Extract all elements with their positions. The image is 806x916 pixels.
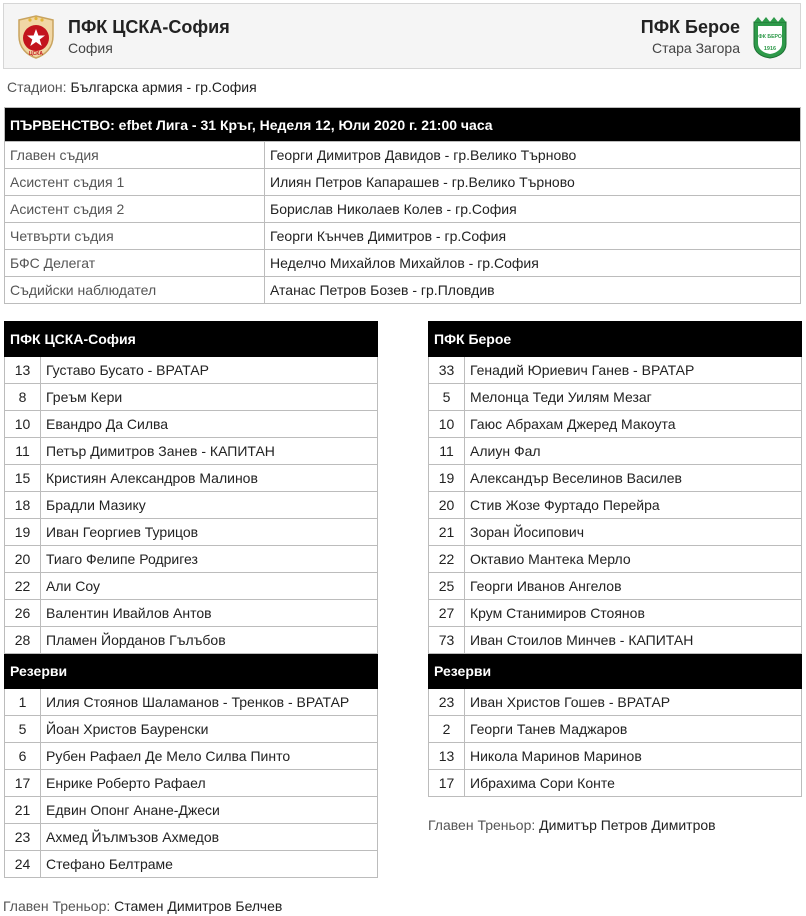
player-name: Иван Георгиев Турицов — [41, 519, 378, 546]
player-row — [429, 519, 802, 546]
player-row — [429, 627, 802, 654]
player-name: Иван Стоилов Минчев - КАПИТАН — [465, 627, 802, 654]
home-coach-name: Стамен Димитров Белчев — [114, 898, 283, 914]
official-name: Борислав Николаев Колев - гр.София — [265, 196, 801, 223]
player-number: 5 — [5, 716, 41, 743]
player-number: 25 — [429, 573, 465, 600]
home-coach-label: Главен Треньор: — [3, 898, 111, 914]
player-number: 23 — [5, 824, 41, 851]
player-number: 10 — [429, 411, 465, 438]
player-name: Петър Димитров Занев - КАПИТАН — [41, 438, 378, 465]
championship-label: ПЪРВЕНСТВО: — [10, 116, 115, 133]
player-number: 10 — [5, 411, 41, 438]
player-name: Ахмед Йълмъзов Ахмедов — [41, 824, 378, 851]
player-number: 20 — [429, 492, 465, 519]
player-number: 26 — [5, 600, 41, 627]
reserve-row — [429, 743, 802, 770]
player-row — [429, 573, 802, 600]
official-name: Атанас Петров Бозев - гр.Пловдив — [265, 277, 801, 304]
official-row — [5, 223, 801, 250]
player-row — [429, 600, 802, 627]
championship-row — [5, 108, 801, 142]
reserve-row — [429, 716, 802, 743]
official-name: Георги Димитров Давидов - гр.Велико Търново — [265, 142, 801, 169]
officials-table — [4, 107, 801, 304]
official-name: Неделчо Михайлов Михайлов - гр.София — [265, 250, 801, 277]
player-row — [5, 438, 378, 465]
player-number: 19 — [5, 519, 41, 546]
player-name: Густаво Бусато - ВРАТАР — [41, 357, 378, 384]
home-reserves-title: Резерви — [5, 654, 378, 689]
player-name: Стив Жозе Фуртадо Перейра — [465, 492, 802, 519]
player-number: 20 — [5, 546, 41, 573]
reserve-row — [5, 770, 378, 797]
player-number: 21 — [429, 519, 465, 546]
away-coach-line — [428, 817, 716, 833]
official-name: Илиян Петров Капарашев - гр.Велико Търново — [265, 169, 801, 196]
away-coach-label: Главен Треньор: — [428, 817, 536, 833]
official-role: Четвърти съдия — [5, 223, 265, 250]
away-coach-name: Димитър Петров Димитров — [539, 817, 716, 833]
player-number: 13 — [429, 743, 465, 770]
player-number: 33 — [429, 357, 465, 384]
cska-logo-text: ЦСКА — [29, 51, 43, 57]
player-name: Валентин Ивайлов Антов — [41, 600, 378, 627]
player-row — [5, 573, 378, 600]
player-number: 13 — [5, 357, 41, 384]
player-name: Енрике Роберто Рафаел — [41, 770, 378, 797]
player-row — [5, 465, 378, 492]
player-name: Гаюс Абрахам Джеред Макоута — [465, 411, 802, 438]
official-role: Съдийски наблюдател — [5, 277, 265, 304]
player-name: Георги Иванов Ангелов — [465, 573, 802, 600]
official-row — [5, 250, 801, 277]
player-name: Иван Христов Гошев - ВРАТАР — [465, 689, 802, 716]
lineup-header — [5, 322, 378, 357]
beroe-crest-icon — [750, 14, 790, 60]
player-number: 22 — [429, 546, 465, 573]
player-number: 2 — [429, 716, 465, 743]
official-row — [5, 277, 801, 304]
reserve-row — [5, 716, 378, 743]
player-number: 73 — [429, 627, 465, 654]
player-name: Зоран Йосипович — [465, 519, 802, 546]
reserve-row — [5, 851, 378, 878]
home-team-city: София — [68, 40, 113, 56]
player-row — [5, 384, 378, 411]
player-number: 27 — [429, 600, 465, 627]
stadium-line — [7, 79, 257, 95]
player-number: 1 — [5, 689, 41, 716]
away-team — [641, 14, 790, 60]
player-number: 11 — [5, 438, 41, 465]
player-name: Никола Маринов Маринов — [465, 743, 802, 770]
away-lineup-table — [428, 321, 802, 797]
player-number: 17 — [429, 770, 465, 797]
reserve-row — [5, 689, 378, 716]
player-row — [429, 384, 802, 411]
reserve-row — [5, 797, 378, 824]
away-reserves-title: Резерви — [429, 654, 802, 689]
player-name: Мелонца Теди Уилям Мезаг — [465, 384, 802, 411]
player-name: Стефано Белтраме — [41, 851, 378, 878]
away-team-name: ПФК Берое — [640, 17, 740, 37]
player-name: Евандро Да Силва — [41, 411, 378, 438]
official-role: Главен съдия — [5, 142, 265, 169]
player-row — [429, 546, 802, 573]
beroe-logo-year: 1916 — [763, 46, 777, 52]
player-name: Александър Веселинов Василев — [465, 465, 802, 492]
cska-crest-icon — [16, 14, 56, 60]
player-row — [429, 438, 802, 465]
official-row — [5, 196, 801, 223]
reserve-row — [5, 743, 378, 770]
official-row — [5, 169, 801, 196]
beroe-logo-text: ПФК БЕРОЕ — [754, 34, 786, 40]
player-number: 28 — [5, 627, 41, 654]
player-row — [429, 465, 802, 492]
player-row — [5, 627, 378, 654]
home-team-name: ПФК ЦСКА-София — [68, 17, 230, 37]
player-name: Йоан Христов Бауренски — [41, 716, 378, 743]
match-header — [3, 3, 801, 69]
stadium-label: Стадион: — [7, 79, 67, 95]
home-lineup-title: ПФК ЦСКА-София — [5, 322, 378, 357]
away-lineup-title: ПФК Берое — [429, 322, 802, 357]
player-number: 24 — [5, 851, 41, 878]
reserves-header — [5, 654, 378, 689]
player-number: 8 — [5, 384, 41, 411]
player-row — [429, 357, 802, 384]
player-name: Брадли Мазику — [41, 492, 378, 519]
official-role: БФС Делегат — [5, 250, 265, 277]
player-row — [5, 546, 378, 573]
player-row — [429, 411, 802, 438]
championship-cell — [5, 108, 801, 142]
player-number: 19 — [429, 465, 465, 492]
player-row — [5, 600, 378, 627]
championship-value: efbet Лига - 31 Кръг, Неделя 12, Юли 2020 г. 21:00 часа — [118, 116, 493, 133]
player-name: Илия Стоянов Шаламанов - Тренков - ВРАТАР — [41, 689, 378, 716]
player-name: Октавио Мантека Мерло — [465, 546, 802, 573]
away-team-city: Стара Загора — [651, 40, 740, 56]
player-row — [5, 492, 378, 519]
reserves-header — [429, 654, 802, 689]
home-coach-line — [3, 898, 282, 914]
player-name: Алиун Фал — [465, 438, 802, 465]
player-number: 6 — [5, 743, 41, 770]
lineup-header — [429, 322, 802, 357]
official-role: Асистент съдия 1 — [5, 169, 265, 196]
player-row — [5, 357, 378, 384]
player-number: 5 — [429, 384, 465, 411]
official-name: Георги Кънчев Димитров - гр.София — [265, 223, 801, 250]
reserve-row — [429, 689, 802, 716]
player-number: 22 — [5, 573, 41, 600]
player-name: Тиаго Фелипе Родригез — [41, 546, 378, 573]
player-row — [5, 411, 378, 438]
player-name: Кристиян Александров Малинов — [41, 465, 378, 492]
official-row — [5, 142, 801, 169]
player-name: Георги Танев Маджаров — [465, 716, 802, 743]
player-number: 11 — [429, 438, 465, 465]
player-number: 15 — [5, 465, 41, 492]
player-number: 21 — [5, 797, 41, 824]
player-name: Едвин Опонг Ананe-Джеси — [41, 797, 378, 824]
player-row — [5, 519, 378, 546]
official-role: Асистент съдия 2 — [5, 196, 265, 223]
player-number: 18 — [5, 492, 41, 519]
player-name: Пламен Йорданов Гълъбов — [41, 627, 378, 654]
player-number: 23 — [429, 689, 465, 716]
player-name: Крум Станимиров Стоянов — [465, 600, 802, 627]
home-team — [16, 14, 230, 60]
player-name: Али Соу — [41, 573, 378, 600]
player-name: Рубен Рафаел Де Мело Силва Пинто — [41, 743, 378, 770]
player-name: Генадий Юриевич Ганев - ВРАТАР — [465, 357, 802, 384]
player-name: Ибрахима Сори Конте — [465, 770, 802, 797]
player-row — [429, 492, 802, 519]
reserve-row — [5, 824, 378, 851]
stadium-value: Българска армия - гр.София — [70, 79, 257, 95]
player-name: Греъм Кери — [41, 384, 378, 411]
player-number: 17 — [5, 770, 41, 797]
reserve-row — [429, 770, 802, 797]
home-lineup-table — [4, 321, 378, 878]
